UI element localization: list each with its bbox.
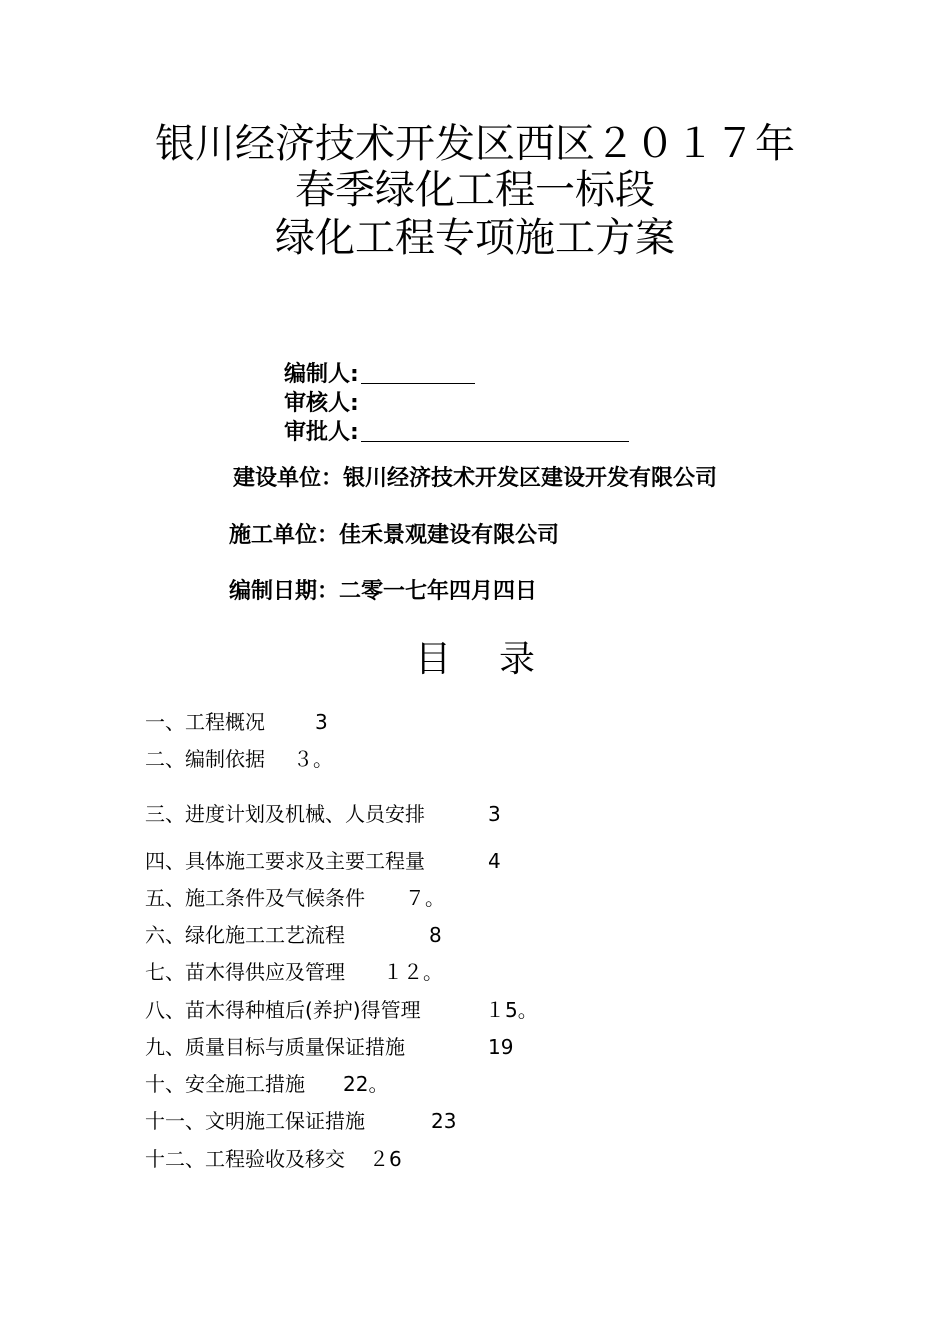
toc-item bbox=[145, 801, 501, 827]
toc-item-label: 十一、文明施工保证措施 bbox=[145, 1109, 365, 1133]
toc-item bbox=[145, 746, 333, 772]
toc-heading-char-1: 目 bbox=[414, 639, 451, 680]
toc-item bbox=[145, 848, 501, 874]
toc-item-label: 三、进度计划及机械、人员安排 bbox=[145, 802, 425, 826]
toc-item bbox=[145, 959, 443, 985]
contractor-unit: 施工单位：佳禾景观建设有限公司 bbox=[229, 523, 560, 548]
toc-item-label: 二、编制依据 bbox=[145, 747, 265, 771]
toc-item-label: 五、施工条件及气候条件 bbox=[145, 886, 365, 910]
toc-item-page: 3 bbox=[315, 710, 328, 734]
toc-item bbox=[145, 997, 538, 1023]
toc-item bbox=[145, 1146, 402, 1172]
compiler-signature-line bbox=[361, 361, 475, 384]
toc-item-label: 四、具体施工要求及主要工程量 bbox=[145, 849, 425, 873]
toc-item bbox=[145, 1034, 514, 1060]
toc-item bbox=[145, 1108, 457, 1134]
document-title-line-2: 春季绿化工程一标段 bbox=[295, 167, 655, 213]
owner-unit: 建设单位：银川经济技术开发区建设开发有限公司 bbox=[233, 466, 718, 491]
approver-row bbox=[284, 419, 629, 447]
toc-item-page: ３。 bbox=[293, 747, 333, 771]
toc-item bbox=[145, 922, 442, 948]
toc-item-page: １5。 bbox=[485, 998, 538, 1022]
reviewer-label: 审核人: bbox=[284, 391, 359, 416]
toc-item-label: 九、质量目标与质量保证措施 bbox=[145, 1035, 405, 1059]
toc-item-page: 23 bbox=[431, 1109, 457, 1133]
toc-item-page: 8 bbox=[429, 923, 442, 947]
toc-item-page: 19 bbox=[488, 1035, 514, 1059]
compiler-label: 编制人: bbox=[284, 362, 359, 387]
toc-item-label: 一、工程概况 bbox=[145, 710, 265, 734]
approver-label: 审批人: bbox=[284, 420, 359, 445]
compile-date: 编制日期：二零一七年四月四日 bbox=[229, 579, 538, 604]
toc-item-page: 22。 bbox=[343, 1072, 389, 1096]
document-title-line-1: 银川经济技术开发区西区２０１７年 bbox=[155, 121, 795, 167]
toc-heading bbox=[0, 636, 950, 684]
toc-item-page: ２6 bbox=[369, 1147, 402, 1171]
toc-heading-char-2: 录 bbox=[499, 639, 536, 680]
approver-signature-line bbox=[361, 419, 629, 442]
toc-item-page: 4 bbox=[488, 849, 501, 873]
toc-item bbox=[145, 709, 328, 735]
toc-item-page: ７。 bbox=[405, 886, 445, 910]
document-title-line-3: 绿化工程专项施工方案 bbox=[275, 215, 675, 261]
toc-item bbox=[145, 885, 445, 911]
toc-item-label: 七、苗木得供应及管理 bbox=[145, 960, 345, 984]
toc-item-page: １２。 bbox=[383, 960, 443, 984]
compiler-row bbox=[284, 361, 475, 389]
toc-item-label: 十二、工程验收及移交 bbox=[145, 1147, 345, 1171]
reviewer-row bbox=[284, 390, 359, 418]
toc-item-label: 十、安全施工措施 bbox=[145, 1072, 305, 1096]
toc-item-page: 3 bbox=[488, 802, 501, 826]
toc-item-label: 八、苗木得种植后(养护)得管理 bbox=[145, 998, 421, 1022]
toc-item bbox=[145, 1071, 389, 1097]
toc-item-label: 六、绿化施工工艺流程 bbox=[145, 923, 345, 947]
